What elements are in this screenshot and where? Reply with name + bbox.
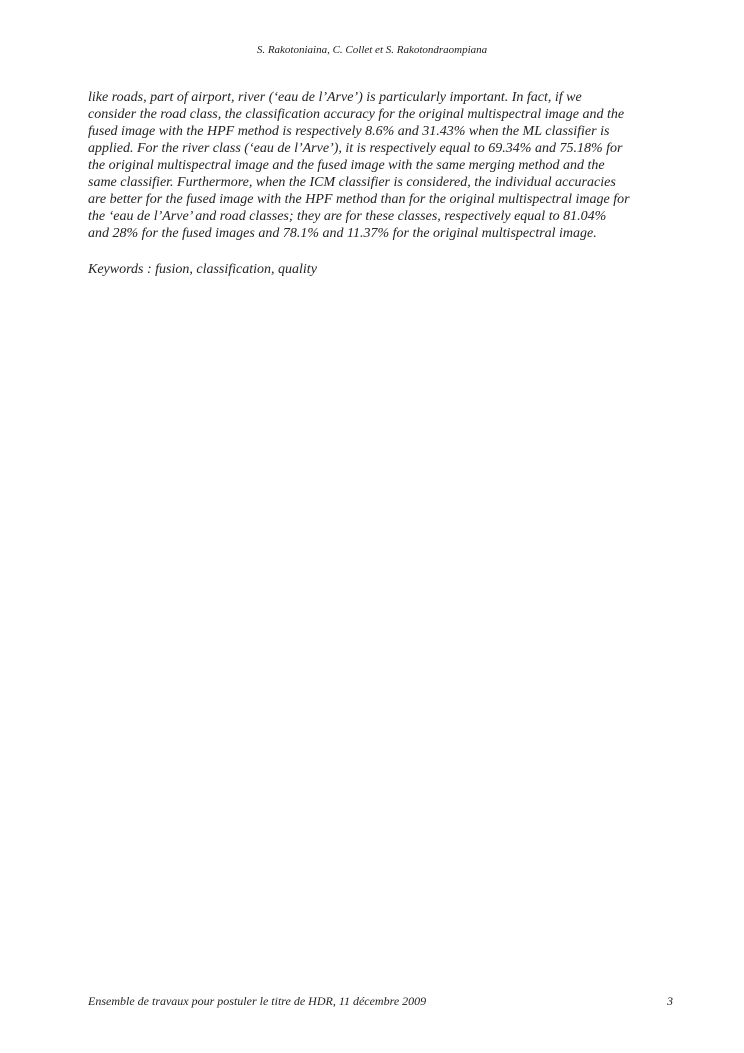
abstract-paragraph [88, 89, 673, 242]
text-line: the ‘eau de l’Arve’ and road classes; they are for these classes, respectively equal to 81.04% [88, 209, 607, 224]
text-line: the original multispectral image and the fused image with the same merging method and the [88, 158, 605, 173]
text-line: and 28% for the fused images and 78.1% and 11.37% for the original multispectral image. [88, 226, 597, 241]
text-line: fused image with the HPF method is respectively 8.6% and 31.43% when the ML classifier is [88, 124, 610, 139]
running-header: S. Rakotoniaina, C. Collet et S. Rakotondraompiana [256, 44, 488, 56]
text-line: like roads, part of airport, river (‘eau de l’Arve’) is particularly important. In fact, if we [88, 90, 582, 105]
text-line: consider the road class, the classification accuracy for the original multispectral image and the [88, 107, 625, 122]
page-number: 3 [667, 994, 673, 1008]
text-line: are better for the fused image with the HPF method than for the original multispectral image for [88, 192, 630, 207]
keywords-line: Keywords : fusion, classification, quality [88, 262, 317, 277]
text-line: applied. For the river class (‘eau de l’Arve’), it is respectively equal to 69.34% and 75.18% for [88, 141, 623, 156]
text-line: same classifier. Furthermore, when the ICM classifier is considered, the individual accuracies [88, 175, 616, 190]
footer-text: Ensemble de travaux pour postuler le titre de HDR, 11 décembre 2009 [88, 994, 427, 1008]
